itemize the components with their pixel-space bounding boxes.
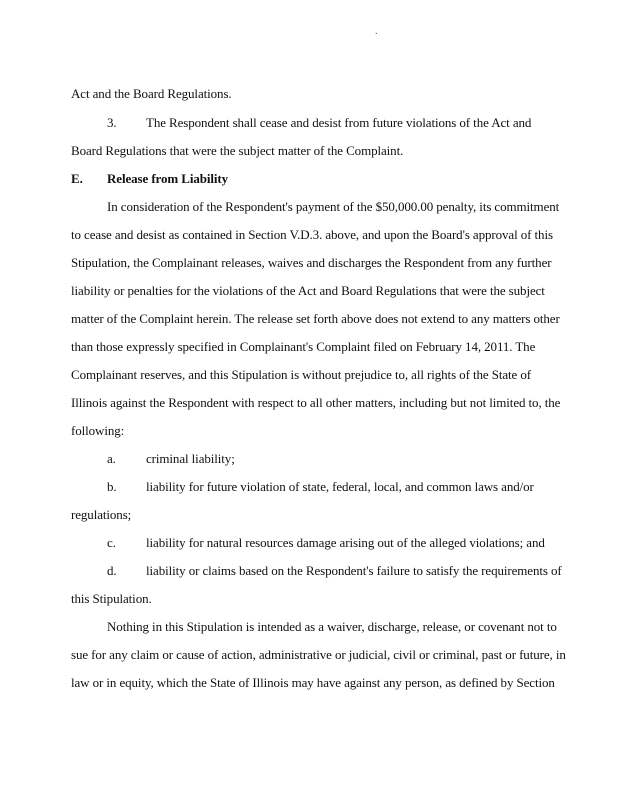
nothing-para-line: Nothing in this Stipulation is intended as a waiver, discharge, release, or covenant not to xyxy=(107,619,557,634)
release-para-line: to cease and desist as contained in Section V.D.3. above, and upon the Board's approval of this xyxy=(71,227,553,242)
top-line: Act and the Board Regulations. xyxy=(71,86,232,101)
section-e-letter: E. xyxy=(71,171,83,186)
nothing-para-line: sue for any claim or cause of action, administrative or judicial, civil or criminal, past or future, in xyxy=(71,647,566,662)
nothing-para-line: law or in equity, which the State of Illinois may have against any person, as defined by Section xyxy=(71,675,555,690)
item-3-text-line2: Board Regulations that were the subject matter of the Complaint. xyxy=(71,143,404,158)
list-item-text: criminal liability; xyxy=(146,451,235,466)
release-para-line: than those expressly specified in Complainant's Complaint filed on February 14, 2011. The xyxy=(71,339,536,354)
item-3-number: 3. xyxy=(107,115,117,130)
release-para-line: Complainant reserves, and this Stipulation is without prejudice to, all rights of the State of xyxy=(71,367,531,382)
release-para-line: liability or penalties for the violations of the Act and Board Regulations that were the subject xyxy=(71,283,545,298)
page-mark: . xyxy=(375,26,378,37)
release-para-line: matter of the Complaint herein. The release set forth above does not extend to any matters other xyxy=(71,311,560,326)
list-item-text: liability or claims based on the Respondent's failure to satisfy the requirements of xyxy=(146,563,562,578)
list-item-continuation: this Stipulation. xyxy=(71,591,152,606)
release-para-line: Illinois against the Respondent with respect to all other matters, including but not limited to, the xyxy=(71,395,561,410)
list-item-continuation: regulations; xyxy=(71,507,132,522)
section-e-title: Release from Liability xyxy=(107,171,229,186)
list-item-label: a. xyxy=(107,451,116,466)
list-item-text: liability for natural resources damage arising out of the alleged violations; and xyxy=(146,535,545,550)
list-item-label: d. xyxy=(107,563,117,578)
list-item-text: liability for future violation of state, federal, local, and common laws and/or xyxy=(146,479,534,494)
list-item-label: b. xyxy=(107,479,117,494)
item-3-text-line1: The Respondent shall cease and desist from future violations of the Act and xyxy=(146,115,532,130)
release-para-line: following: xyxy=(71,423,125,438)
list-item-label: c. xyxy=(107,535,116,550)
release-para-line: In consideration of the Respondent's payment of the $50,000.00 penalty, its commitment xyxy=(107,199,560,214)
release-para-line: Stipulation, the Complainant releases, waives and discharges the Respondent from any further xyxy=(71,255,552,270)
